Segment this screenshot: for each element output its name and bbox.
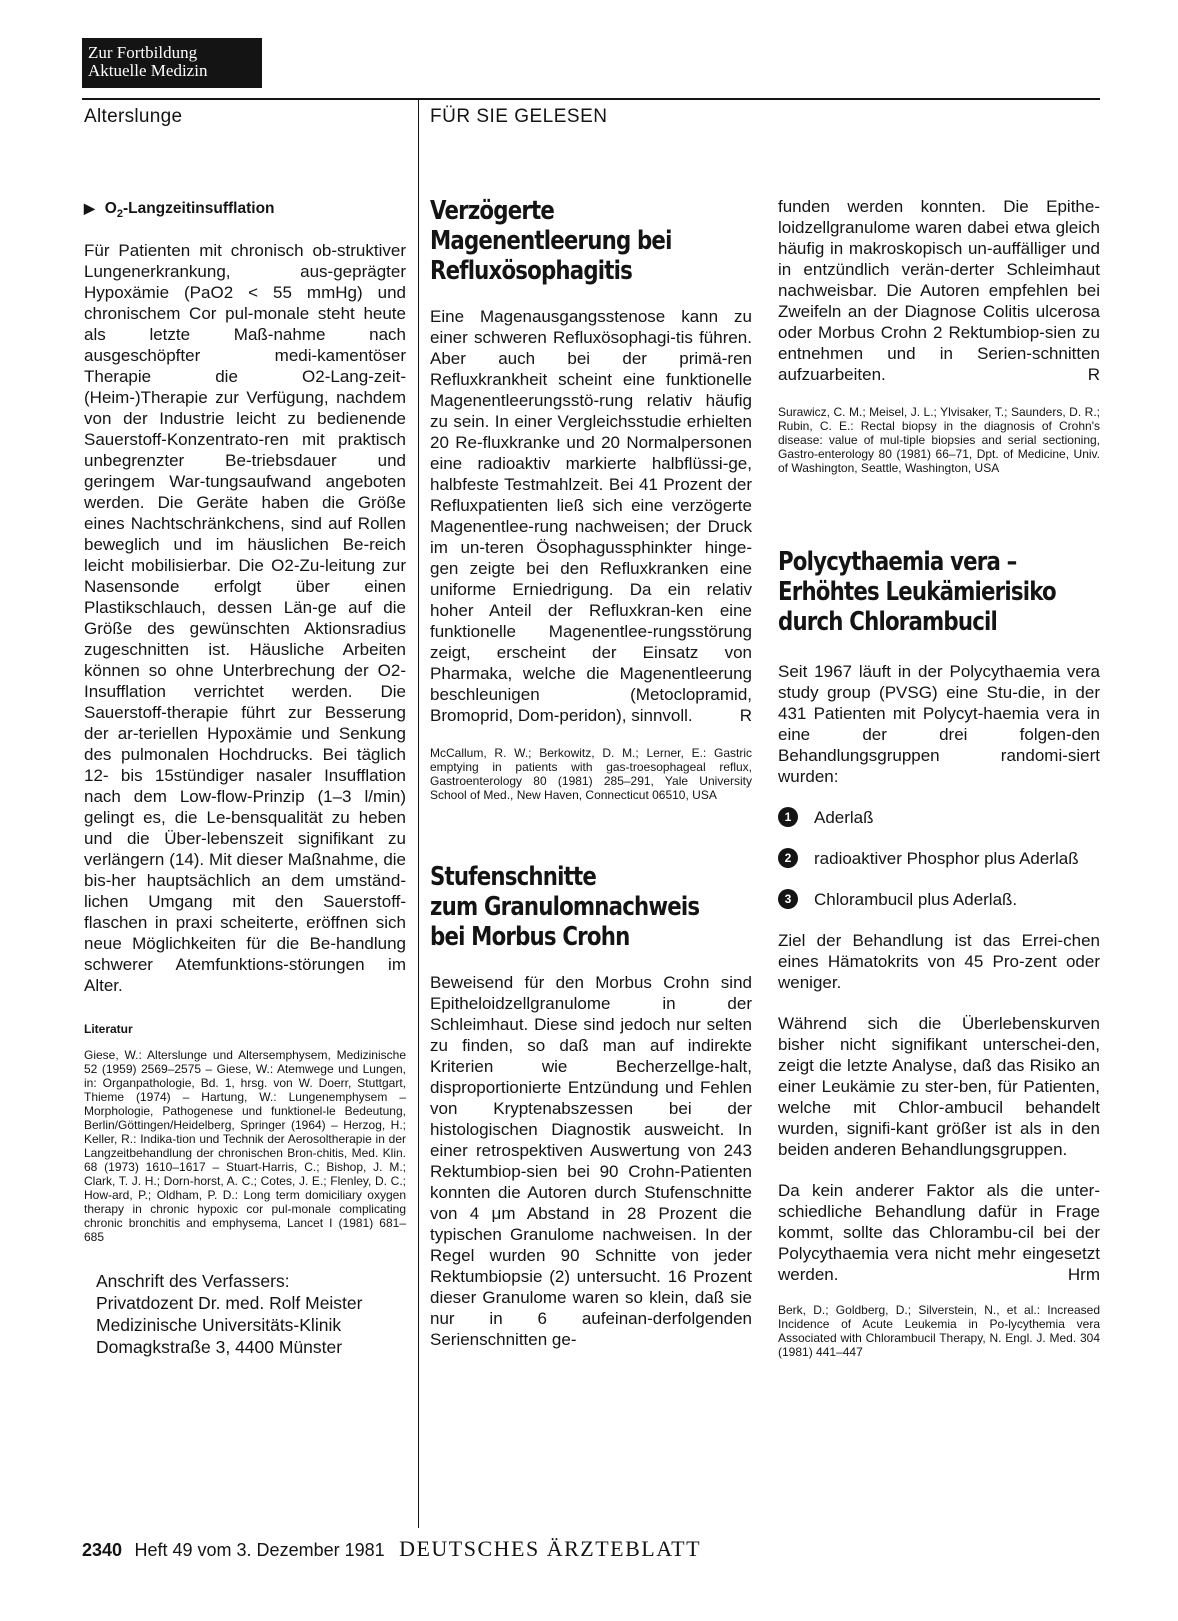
triangle-arrow-icon: ▶ — [84, 200, 95, 216]
title-line: Verzögerte — [430, 196, 555, 226]
title-line: zum Granulomnachweis — [430, 892, 700, 922]
title-line: Stufenschnitte — [430, 862, 596, 892]
number-badge-icon: 3 — [778, 889, 798, 909]
list-item-text: radioaktiver Phosphor plus Aderlaß — [814, 849, 1079, 868]
author-signature: Hrm — [1067, 1265, 1100, 1284]
section-title-right: FÜR SIE GELESEN — [430, 106, 608, 127]
tag-line-1: Zur Fortbildung — [88, 43, 198, 62]
address-line: Anschrift des Verfassers: — [96, 1271, 290, 1292]
page-number: 2340 — [82, 1540, 123, 1560]
author-address — [84, 1270, 406, 1358]
title-line: Erhöhtes Leukämierisiko — [778, 577, 1056, 607]
tag-line-2: Aktuelle Medizin — [88, 61, 208, 80]
author-signature: R — [739, 706, 752, 725]
address-line: Medizinische Universitäts-Klinik — [96, 1315, 342, 1336]
title-line: Magenentleerung bei — [430, 226, 672, 256]
article-title — [430, 196, 758, 286]
address-line: Domagkstraße 3, 4400 Münster — [96, 1337, 343, 1358]
title-line: Refluxösophagitis — [430, 256, 633, 286]
body-paragraph: funden werden konnten. Die Epithe-loidzellgranulome waren dabei etwa gleich häufig in makroskopisch un-auffälliger und in entzündlich verän-derter Schleimhaut nachweisbar. Die Autoren empfehlen bei Zweifeln an der Diagnose Colitis ulcerosa oder Morbus Crohn 2 Rektumbiop-sien zu entnehmen und in Serien-schnitten aufzuarbeiten. — [778, 197, 1100, 384]
body-text: Während sich die Überlebenskurven bisher nicht signifikant unterschei-den, zeigt die letzte Analyse, daß das Risiko an einer Leukämie zu ster-ben, für Patienten, welche mit Chlor-ambucil behandelt wurden, signifi-kant größer ist als in den beiden anderen Behandlungsgruppen. — [778, 1014, 1100, 1159]
article-reference: Berk, D.; Goldberg, D.; Silverstein, N., et al.: Increased Incidence of Acute Leukemia in Po-lycythemia vera Associated with Chlorambucil Therapy, N. Engl. J. Med. 304 (1981) 441–447 — [778, 1303, 1100, 1359]
list-item — [778, 848, 1100, 869]
section-tag — [82, 38, 262, 88]
subhead-subscript: 2 — [116, 208, 123, 221]
number-badge-icon: 2 — [778, 848, 798, 868]
list-item-text: Chlorambucil plus Aderlaß. — [814, 890, 1018, 909]
body-text: Ziel der Behandlung ist das Errei-chen eines Hämatokrits von 45 Pro-zent oder weniger. — [778, 931, 1100, 992]
body-text — [430, 306, 752, 726]
body-paragraph: Eine Magenausgangsstenose kann zu einer schweren Refluxösophagi-tis führen. Aber auch bei der primä-ren Refluxkrankheit scheint eine funktionelle Magenentleerungsstö-rung relativ häufig zu sein. In einer Vergleichsstudie erhielten 20 Re-fluxkranke und 20 Normalpersonen eine radioaktiv markierte halbflüssi-ge, halbfeste Testmahlzeit. Bei 41 Prozent der Refluxpatienten ließ sich eine verzögerte Magenentlee-rung nachweisen; der Druck im un-teren Ösophagussphinkter hinge-gen zeigte bei den Refluxkranken eine uniforme Erniedrigung. Da ein relativ hoher Anteil der Refluxkran-ken eine funktionelle Magenentlee-rungsstörung zeigt, erscheint der Einsatz von Pharmaka, welche die Magenentleerung beschleunigen (Metoclopramid, Bromoprid, Dom-peridon), sinnvoll. — [430, 307, 752, 725]
title-line: Polycythaemia vera – — [778, 547, 1017, 577]
journal-name: DEUTSCHES ÄRZTEBLATT — [399, 1536, 702, 1561]
body-text — [778, 1180, 1100, 1285]
column-left — [84, 200, 406, 1358]
column-middle — [430, 196, 752, 1350]
address-line: Privatdozent Dr. med. Rolf Meister — [96, 1293, 363, 1314]
page-footer — [82, 1536, 701, 1562]
list-item-text: Aderlaß — [814, 808, 874, 827]
title-line: bei Morbus Crohn — [430, 922, 630, 952]
subheading — [84, 200, 406, 220]
article-title — [430, 862, 758, 952]
top-rule — [82, 98, 1100, 100]
column-divider — [418, 98, 419, 1528]
number-badge-icon: 1 — [778, 807, 798, 827]
author-signature: R — [1087, 365, 1100, 384]
body-paragraph: Da kein anderer Faktor als die unter-schiedliche Behandlung dafür in Frage kommt, sollte das Chlorambu-cil bei der Polycythaemia vera nicht mehr eingesetzt werden. — [778, 1181, 1100, 1284]
title-line: durch Chlorambucil — [778, 607, 998, 637]
list-item — [778, 807, 1100, 828]
body-text: Für Patienten mit chronisch ob-struktiver Lungenerkrankung, aus-geprägter Hypoxämie (PaO2 < 55 mmHg) und chronischem Cor pul-monale steht heute als letzte Maß-nahme nach ausgeschöpfter medi-kamentöser Therapie die O2-Lang-zeit-(Heim-)Therapie zur Verfügung, nachdem von der Industrie leicht zu bedienende Sauerstoff-Konzentrato-ren mit praktisch unbegrenzter Be-triebsdauer und geringem War-tungsaufwand angeboten werden. Die Geräte haben die Größe eines Nachtschränkchens, sind auf Rollen beweglich und im häuslichen Be-reich leicht mobilisierbar. Die O2-Zu-leitung zur Nasensonde erfolgt über einen Plastikschlauch, dessen Län-ge auf die Größe des gewünschten Aktionsradius zugeschnitten ist. Häusliche Arbeiten können so ohne Unterbrechung der O2-Insufflation verrichtet werden. Die Sauerstoff-therapie führt zur Besserung der ar-teriellen Hypoxämie und Senkung des pulmonalen Hochdrucks. Bei täglich 12- bis 15stündiger nasaler Insufflation nach dem Low-flow-Prinzip (1–3 l/min) gelingt es, die Le-bensqualität zu heben und die Über-lebenszeit signifikant zu verlängern (14). Mit dieser Maßnahme, die bis-her hauptsächlich an dem umständ-lichen Umgang mit den Sauerstoff-flaschen in praxi scheiterte, eröffnen sich neue Möglichkeiten für die Be-handlung schwerer Atemfunktions-störungen im Alter. — [84, 241, 406, 996]
literature-heading: Literatur — [84, 1022, 133, 1037]
article-reference: McCallum, R. W.; Berkowitz, D. M.; Lerner, E.: Gastric emptying in patients with gas-troesophageal reflux, Gastroenterology 80 (1981) 285–291, Yale University School of Med., New Haven, Connecticut 06510, USA — [430, 746, 752, 802]
section-title-left: Alterslunge — [84, 106, 183, 127]
body-text: Beweisend für den Morbus Crohn sind Epitheloidzellgranulome in der Schleimhaut. Diese sind jedoch nur selten zu finden, so daß man auf indirekte Kriterien wie Becherzellge-halt, disproportionierte Entzündung und Fehlen von Kryptenabszessen bei der histologischen Diagnostik ausweicht. In einer retrospektiven Auswertung von 243 Rektumbiop-sien bei 90 Crohn-Patienten konnten die Autoren durch Stufenschnitte von 4 μm Abstand in 28 Prozent die typischen Granulome nachweisen. In der Regel wurden 90 Schnitte von jeder Rektumbiopsie (2) untersucht. 16 Prozent dieser Granulome waren so klein, daß sie nur in 6 aufeinan-derfolgenden Serienschnitten ge- — [430, 973, 752, 1349]
body-text-continued — [778, 196, 1100, 385]
body-text: Seit 1967 läuft in der Polycythaemia vera study group (PVSG) eine Stu-die, in der 431 Patienten mit Polycyt-haemia vera in eine der drei folgen-den Behandlungsgruppen randomi-siert wurden: — [778, 662, 1100, 786]
column-right — [778, 196, 1100, 1359]
issue-info: Heft 49 vom 3. Dezember 1981 — [134, 1540, 385, 1560]
subhead-part: O — [104, 200, 117, 217]
list-item — [778, 889, 1100, 910]
article-reference: Surawicz, C. M.; Meisel, J. L.; Ylvisaker, T.; Saunders, D. R.; Rubin, C. E.: Rectal biopsy in the diagnosis of Crohn's disease: value of mul-tiple biopsies and serial sectioning, Gastro-enterology 80 (1981) 66–71, Dpt. of Medicine, Univ. of Washington, Seattle, Washington, USA — [778, 405, 1100, 475]
literature-list: Giese, W.: Alterslunge und Altersemphysem, Medizinische 52 (1959) 2569–2575 – Giese, W.: Atemwege und Lungen, in: Organpathologie, Bd. 1, hrsg. von W. Doerr, Stuttgart, Thieme (1974) – Hartung, W.: Lungenemphysem – Morphologie, Pathogenese und funktionel-le Bedeutung, Berlin/Göttingen/Heidelberg, Springer (1964) – Herzog, H.; Keller, R.: Indika-tion und Technik der Aerosoltherapie in der Langzeitbehandlung der chronischen Bron-chitis, Med. Klin. 68 (1973) 1610–1617 – Stuart-Harris, C.; Bishop, J. M.; Clark, T. J. H.; Dorn-horst, A. C.; Cotes, J. E.; Flenley, D. C.; How-ard, P.; Oldham, P. D.: Long term domiciliary oxygen therapy in chronic hypoxic cor pul-monale complicating chronic bronchitis and emphysema, Lancet I (1981) 681–685 — [84, 1048, 406, 1245]
subhead-part: -Langzeitinsufflation — [122, 200, 275, 217]
article-title — [778, 547, 1106, 637]
